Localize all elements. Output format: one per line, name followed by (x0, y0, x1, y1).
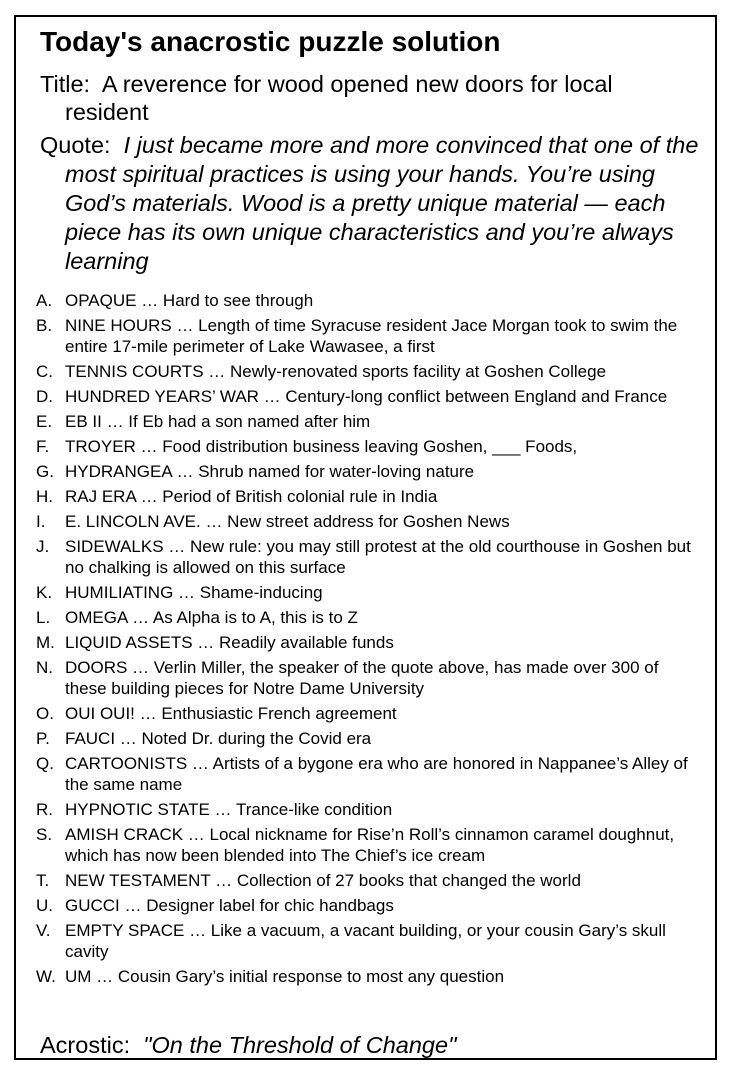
clue-text: DOORS … Verlin Miller, the speaker of the quote above, has made over 300 of these building pieces for Notre Dame University (65, 658, 659, 698)
list-item (36, 870, 701, 891)
clue-letter: L. (36, 608, 51, 627)
clue-letter: A. (36, 291, 53, 310)
clue-text: EB II … If Eb had a son named after him (65, 412, 371, 431)
clue-text: AMISH CRACK … Local nickname for Rise’n Roll’s cinnamon caramel doughnut, which has now been blended into The Chief’s ice cream (65, 825, 675, 865)
clue-text: OPAQUE … Hard to see through (65, 291, 314, 310)
quote-label: Quote: (40, 132, 111, 158)
list-item (36, 703, 701, 724)
quote-text: I just became more and more convinced that one of the most spiritual practices is using your hands. You’re using God’s materials. Wood is a pretty unique material — each piece has its own unique characteristics and you’re always learning (65, 132, 699, 274)
quote-line (40, 131, 700, 276)
clue-list (36, 290, 701, 991)
list-item (36, 799, 701, 820)
list-item (36, 361, 701, 382)
clue-text: FAUCI … Noted Dr. during the Covid era (65, 729, 372, 748)
list-item (36, 824, 701, 866)
clue-text: NINE HOURS … Length of time Syracuse resident Jace Morgan took to swim the entire 17-mile perimeter of Lake Wawasee, a first (65, 316, 678, 356)
clue-letter: W. (36, 967, 56, 986)
clue-letter: B. (36, 316, 53, 335)
clue-text: RAJ ERA … Period of British colonial rule in India (65, 487, 438, 506)
clue-text: HYDRANGEA … Shrub named for water-loving nature (65, 462, 475, 481)
clue-text: HUMILIATING … Shame-inducing (65, 583, 323, 602)
list-item (36, 511, 701, 532)
title-text: A reverence for wood opened new doors for local resident (65, 71, 613, 125)
list-item (36, 411, 701, 432)
list-item (36, 920, 701, 962)
clue-text: HYPNOTIC STATE … Trance-like condition (65, 800, 393, 819)
clue-letter: O. (36, 704, 54, 723)
list-item (36, 436, 701, 457)
acrostic-label: Acrostic: (40, 1032, 131, 1058)
list-item (36, 728, 701, 749)
list-item (36, 895, 701, 916)
clue-letter: R. (36, 800, 53, 819)
list-item (36, 657, 701, 699)
clue-text: OMEGA … As Alpha is to A, this is to Z (65, 608, 358, 627)
list-item (36, 386, 701, 407)
clue-letter: C. (36, 362, 53, 381)
list-item (36, 966, 701, 987)
clue-text: TROYER … Food distribution business leaving Goshen, ___ Foods, (65, 437, 578, 456)
title-line (40, 70, 700, 126)
acrostic-line (40, 1031, 456, 1059)
clue-letter: S. (36, 825, 53, 844)
clue-letter: G. (36, 462, 54, 481)
list-item (36, 461, 701, 482)
clue-letter: F. (36, 437, 50, 456)
list-item (36, 536, 701, 578)
list-item (36, 582, 701, 603)
clue-text: E. LINCOLN AVE. … New street address for Goshen News (65, 512, 510, 531)
clue-letter: K. (36, 583, 53, 602)
acrostic-answer: "On the Threshold of Change" (143, 1032, 457, 1058)
clue-letter: T. (36, 871, 50, 890)
clue-text: HUNDRED YEARS’ WAR … Century-long conflict between England and France (65, 387, 668, 406)
title-label: Title: (40, 71, 91, 97)
list-item (36, 315, 701, 357)
list-item (36, 632, 701, 653)
clue-text: CARTOONISTS … Artists of a bygone era who are honored in Nappanee’s Alley of the same name (65, 754, 688, 794)
clue-letter: D. (36, 387, 53, 406)
page-title: Today's anacrostic puzzle solution (40, 26, 501, 57)
clue-letter: I. (36, 512, 46, 531)
clue-text: EMPTY SPACE … Like a vacuum, a vacant building, or your cousin Gary’s skull cavity (65, 921, 666, 961)
clue-letter: E. (36, 412, 53, 431)
clue-letter: P. (36, 729, 50, 748)
list-item (36, 607, 701, 628)
list-item (36, 753, 701, 795)
clue-letter: Q. (36, 754, 54, 773)
list-item (36, 290, 701, 311)
clue-text: UM … Cousin Gary’s initial response to most any question (65, 967, 505, 986)
clue-text: LIQUID ASSETS … Readily available funds (65, 633, 394, 652)
list-item (36, 486, 701, 507)
clue-text: TENNIS COURTS … Newly-renovated sports facility at Goshen College (65, 362, 607, 381)
clue-letter: U. (36, 896, 53, 915)
clue-text: SIDEWALKS … New rule: you may still protest at the old courthouse in Goshen but no chalking is allowed on this surface (65, 537, 691, 577)
clue-letter: J. (36, 537, 50, 556)
clue-letter: H. (36, 487, 53, 506)
clue-text: GUCCI … Designer label for chic handbags (65, 896, 394, 915)
clue-letter: N. (36, 658, 53, 677)
clue-letter: M. (36, 633, 55, 652)
clue-letter: V. (36, 921, 51, 940)
clue-text: NEW TESTAMENT … Collection of 27 books that changed the world (65, 871, 581, 890)
clue-text: OUI OUI! … Enthusiastic French agreement (65, 704, 397, 723)
